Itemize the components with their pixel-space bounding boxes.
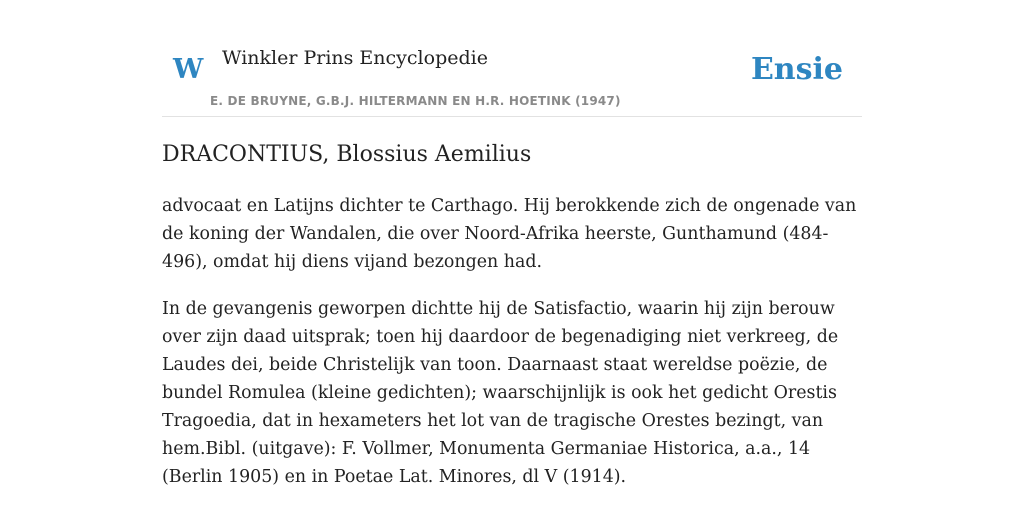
entry-title: DRACONTIUS, Blossius Aemilius bbox=[162, 142, 532, 167]
entry-paragraph-1: advocaat en Latijns dichter te Carthago. Hij berokkende zich de ongenade van de koning der Wandalen, die over Noord-Afrika heerste, Gunthamund (484-496), omdat hij diens vijand bezongen had. bbox=[162, 196, 857, 272]
article-page bbox=[162, 0, 862, 512]
entry-paragraph-2: In de gevangenis geworpen dichtte hij de Satisfactio, waarin hij zijn berouw over zijn daad uitsprak; toen hij daardoor de begenadiging niet verkreeg, de Laudes dei, beide Christelijk van toon. Daarnaast staat wereldse poëzie, de bundel Romulea (kleine gedichten); waarschijnlijk is ook het gedicht Orestis Tragoedia, dat in hexameters het lot van de tragische Orestes bezingt, van hem.Bibl. (uitgave): F. Vollmer, Monumenta Germaniae Historica, a.a., 14 (Berlin 1905) en in Poetae Lat. Minores, dl V (1914). bbox=[162, 299, 839, 487]
winkler-prins-logo[interactable]: W bbox=[173, 54, 204, 85]
publication-authors: E. DE BRUYNE, G.B.J. HILTERMANN EN H.R. HOETINK (1947) bbox=[210, 94, 621, 108]
publication-title[interactable]: Winkler Prins Encyclopedie bbox=[222, 47, 488, 69]
ensie-brand-link[interactable]: Ensie bbox=[750, 52, 843, 87]
entry-body bbox=[162, 192, 862, 510]
publication-header bbox=[162, 0, 862, 117]
